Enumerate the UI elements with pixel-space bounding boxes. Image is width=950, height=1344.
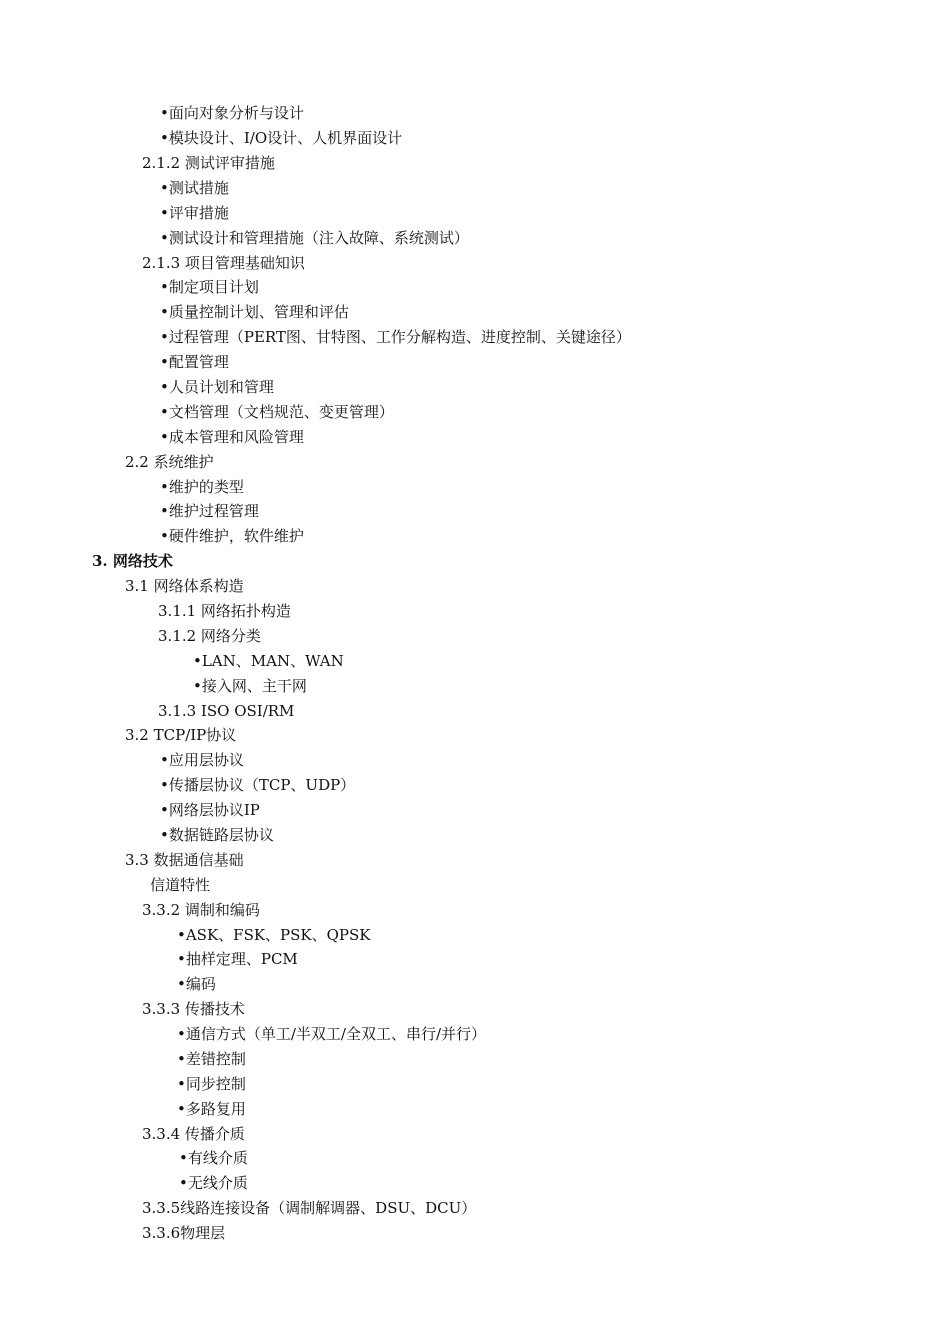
outline-subsection-heading: 2.1.2 测试评审措施 (142, 154, 275, 172)
outline-subsection-heading: 2.1.3 项目管理基础知识 (142, 254, 305, 272)
outline-item: •硬件维护，软件维护 (160, 527, 304, 545)
outline-subsection-heading: 3.3.6物理层 (142, 1224, 226, 1242)
outline-item: •测试措施 (160, 179, 229, 197)
outline-item: •成本管理和风险管理 (160, 428, 304, 446)
outline-item: •质量控制计划、管理和评估 (160, 303, 349, 321)
outline-item: •无线介质 (179, 1174, 248, 1192)
chapter-heading: 3. 网络技术 (92, 552, 173, 570)
outline-item: •模块设计、I/O设计、人机界面设计 (160, 129, 403, 147)
outline-item: •应用层协议 (160, 751, 244, 769)
outline-item: •编码 (177, 975, 216, 993)
outline-item: •制定项目计划 (160, 278, 259, 296)
outline-item: •过程管理（PERT图、甘特图、工作分解构造、进度控制、关键途径） (160, 328, 631, 346)
outline-item: •文档管理（文档规范、变更管理） (160, 403, 394, 421)
outline-subsection-heading: 3.1.2 网络分类 (158, 627, 261, 645)
outline-item: •配置管理 (160, 353, 229, 371)
outline-item: •LAN、MAN、WAN (193, 652, 344, 670)
outline-section-heading: 3.3 数据通信基础 (125, 851, 244, 869)
outline-subsection-heading: 3.3.2 调制和编码 (142, 901, 260, 919)
outline-item: •评审措施 (160, 204, 229, 222)
outline-item: •人员计划和管理 (160, 378, 274, 396)
outline-item: •面向对象分析与设计 (160, 104, 304, 122)
outline-item: •同步控制 (177, 1075, 246, 1093)
outline-item: •ASK、FSK、PSK、QPSK (177, 926, 371, 944)
outline-subsection-heading: 3.3.5线路连接设备（调制解调器、DSU、DCU） (142, 1199, 477, 1217)
outline-item: •测试设计和管理措施（注入故障、系统测试） (160, 229, 469, 247)
outline-item: •传播层协议（TCP、UDP） (160, 776, 356, 794)
outline-item: •通信方式（单工/半双工/全双工、串行/并行） (177, 1025, 487, 1043)
outline-item: •多路复用 (177, 1100, 246, 1118)
outline-item: •有线介质 (179, 1149, 248, 1167)
outline-item: •网络层协议IP (160, 801, 260, 819)
outline-subsection-heading: 3.3.4 传播介质 (142, 1125, 245, 1143)
outline-item: •维护过程管理 (160, 502, 259, 520)
outline-subsection-heading: 3.1.1 网络拓扑构造 (158, 602, 291, 620)
outline-subsection-heading: 3.3.3 传播技术 (142, 1000, 245, 1018)
outline-item: •抽样定理、PCM (177, 950, 298, 968)
outline-item: •差错控制 (177, 1050, 246, 1068)
outline-section-heading: 3.2 TCP/IP协议 (125, 726, 237, 744)
outline-section-heading: 3.1 网络体系构造 (125, 577, 244, 595)
outline-subsection-heading: 3.1.3 ISO OSI/RM (158, 702, 295, 720)
outline-item: •接入网、主干网 (193, 677, 307, 695)
outline-item: •数据链路层协议 (160, 826, 274, 844)
outline-text: 信道特性 (150, 876, 211, 894)
outline-item: •维护的类型 (160, 478, 244, 496)
outline-section-heading: 2.2 系统维护 (125, 453, 214, 471)
